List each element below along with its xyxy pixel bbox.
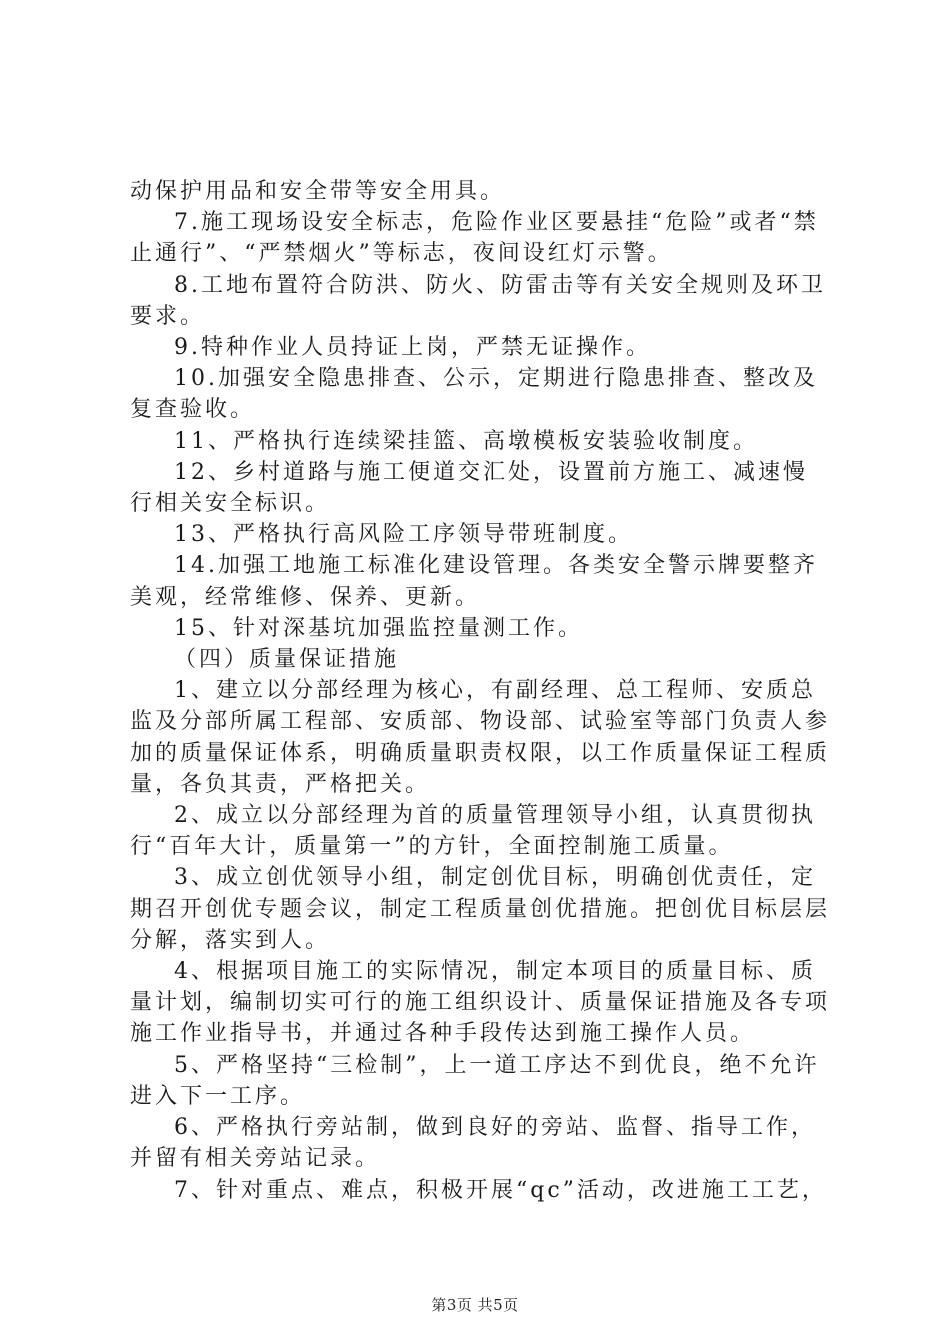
page-footer: 第3页 共5页 <box>431 1296 519 1314</box>
paragraph: 10.加强安全隐患排查、公示，定期进行隐患排查、整改及复查验收。 <box>130 366 818 423</box>
paragraph: （四）质量保证措施 <box>174 647 400 673</box>
paragraph: 9.特种作业人员持证上岗，严禁无证操作。 <box>174 335 651 361</box>
paragraph: 3、成立创优领导小组，制定创优目标，明确创优责任，定期召开创优专题会议，制定工程质量创优措施。把创优目标层层分解，落实到人。 <box>130 865 831 953</box>
paragraph: 7.施工现场设安全标志，危险作业区要悬挂“危险”或者“禁止通行”、“严禁烟火”等标志，夜间设红灯示警。 <box>130 210 819 267</box>
paragraph: 动保护用品和安全带等安全用具。 <box>130 179 506 204</box>
paragraph: 7、针对重点、难点，积极开展“qc”活动，改进施工工艺， <box>174 1177 827 1203</box>
paragraph: 5、严格坚持“三检制”，上一道工序达不到优良，绝不允许进入下一工序。 <box>130 1052 820 1109</box>
paragraph: 14.加强工地施工标准化建设管理。各类安全警示牌要整齐美观，经常维修、保养、更新。 <box>130 553 818 610</box>
paragraph: 8.工地布置符合防洪、防火、防雷击等有关安全规则及环卫要求。 <box>130 272 826 329</box>
paragraph: 15、针对深基坑加强监控量测工作。 <box>174 615 583 641</box>
paragraph: 6、严格执行旁站制，做到良好的旁站、监督、指导工作，并留有相关旁站记录。 <box>130 1115 816 1172</box>
paragraph: 4、根据项目施工的实际情况，制定本项目的质量目标、质量计划，编制切实可行的施工组织设计、质量保证措施及各专项施工作业指导书，并通过各种手段传达到施工操作人员。 <box>130 959 831 1047</box>
paragraph: 13、严格执行高风险工序领导带班制度。 <box>174 522 633 548</box>
paragraph: 2、成立以分部经理为首的质量管理领导小组，认真贯彻执行“百年大计，质量第一”的方针，全面控制施工质量。 <box>130 803 816 860</box>
document-body <box>130 176 830 1206</box>
paragraph: 11、严格执行连续梁挂篮、高墩模板安装验收制度。 <box>174 428 758 454</box>
paragraph: 1、建立以分部经理为核心，有副经理、总工程师、安质总监及分部所属工程部、安质部、物设部、试验室等部门负责人参加的质量保证体系，明确质量职责权限，以工作质量保证工程质量，各负其责，严格把关。 <box>130 678 831 797</box>
paragraph: 12、乡村道路与施工便道交汇处，设置前方施工、减速慢行相关安全标识。 <box>130 459 808 517</box>
